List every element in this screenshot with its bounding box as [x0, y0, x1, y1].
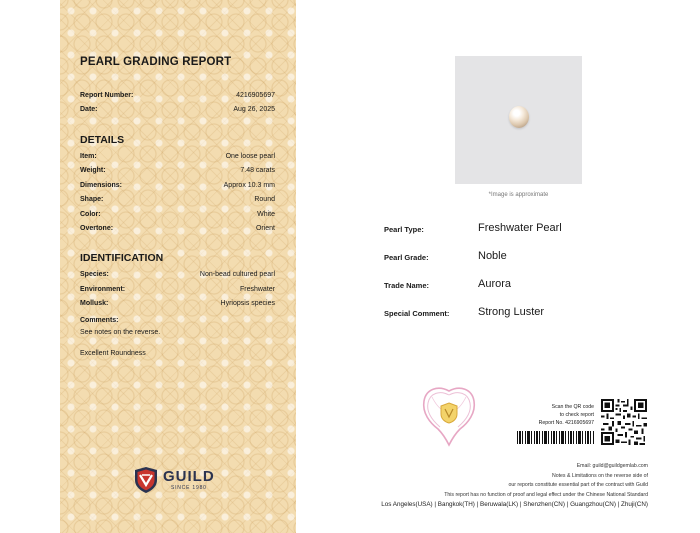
report-date-row	[80, 105, 275, 114]
shield-icon	[134, 466, 158, 494]
identification-row	[80, 299, 275, 308]
identification-row	[80, 285, 275, 294]
spec-label: Special Comment:	[384, 309, 450, 318]
report-date-label: Date:	[80, 106, 98, 113]
spec-value: Strong Luster	[478, 306, 545, 318]
details-value: Orient	[255, 225, 275, 232]
pearl-photo	[455, 56, 582, 184]
spec-value: Aurora	[478, 278, 512, 290]
identification-label: Species:	[80, 271, 109, 278]
identification-row	[80, 270, 275, 279]
identification-value: Hyriopsis species	[220, 300, 275, 307]
image-caption: *Image is approximate	[488, 192, 549, 198]
details-row	[80, 181, 275, 190]
footer-cities: Los Angeles(USA) | Bangkok(TH) | Beruwala(LK) | Shenzhen(CN) | Guangzhou(CN) | Zhuji(CN)	[381, 501, 648, 508]
verify-line: Scan the QR code	[551, 404, 594, 410]
report-number-label: Report Number:	[80, 92, 134, 99]
spec-value: Freshwater Pearl	[478, 222, 562, 234]
report-number-value: 4216905697	[236, 92, 275, 99]
details-value: White	[257, 211, 275, 218]
brand-name: GUILD	[163, 468, 215, 485]
identification-value: Freshwater	[239, 286, 275, 293]
details-heading: DETAILS	[80, 134, 125, 146]
details-row	[80, 166, 275, 175]
verify-line: Report No. 4216905697	[538, 420, 594, 426]
details-value: Approx 10.3 mm	[223, 182, 275, 189]
comments-label: Comments:	[80, 317, 119, 324]
details-label: Overtone:	[80, 225, 114, 232]
footer-email[interactable]: Email: guild@guildgemlab.com	[576, 463, 648, 469]
details-label: Weight:	[80, 167, 106, 174]
verify-line: to check report	[559, 412, 594, 418]
details-value: 7.48 carats	[240, 167, 275, 174]
details-label: Item:	[80, 153, 97, 160]
identification-heading: IDENTIFICATION	[80, 252, 164, 264]
details-label: Shape:	[80, 196, 104, 203]
report-date-value: Aug 26, 2025	[233, 106, 275, 113]
report-title: PEARL GRADING REPORT	[80, 56, 232, 68]
identification-label: Environment:	[80, 286, 126, 293]
comments-line: See notes on the reverse.	[80, 329, 161, 336]
details-row	[80, 224, 275, 233]
brand-since: SINCE 1980	[170, 485, 207, 491]
spec-label: Pearl Type:	[384, 225, 424, 234]
details-label: Color:	[80, 211, 101, 218]
details-value: One loose pearl	[225, 153, 275, 160]
footer-note: our reports constitute essential part of the contract with Guild	[508, 482, 648, 488]
comments-line: Excellent Roundness	[80, 350, 146, 357]
identification-value: Non-bead cultured pearl	[199, 271, 275, 278]
certificate-panel	[60, 0, 296, 533]
spec-label: Pearl Grade:	[384, 253, 429, 262]
footer-note: This report has no function of proof and legal effect under the Chinese National Standard	[444, 492, 648, 498]
footer-note: Notes & Limitations on the reverse side of	[551, 473, 648, 479]
verify-text	[500, 403, 594, 427]
pearl-image	[509, 106, 529, 128]
details-label: Dimensions:	[80, 182, 123, 189]
spec-label: Trade Name:	[384, 281, 430, 290]
details-row	[80, 210, 275, 219]
identification-label: Mollusk:	[80, 300, 109, 307]
report-number-row	[80, 91, 275, 100]
spec-value: Noble	[478, 250, 507, 262]
guild-logo	[134, 466, 215, 494]
details-row	[80, 195, 275, 204]
security-emblem-icon	[420, 383, 478, 447]
details-row	[80, 152, 275, 161]
barcode	[517, 431, 594, 444]
details-value: Round	[254, 196, 275, 203]
qr-code[interactable]	[601, 399, 647, 445]
